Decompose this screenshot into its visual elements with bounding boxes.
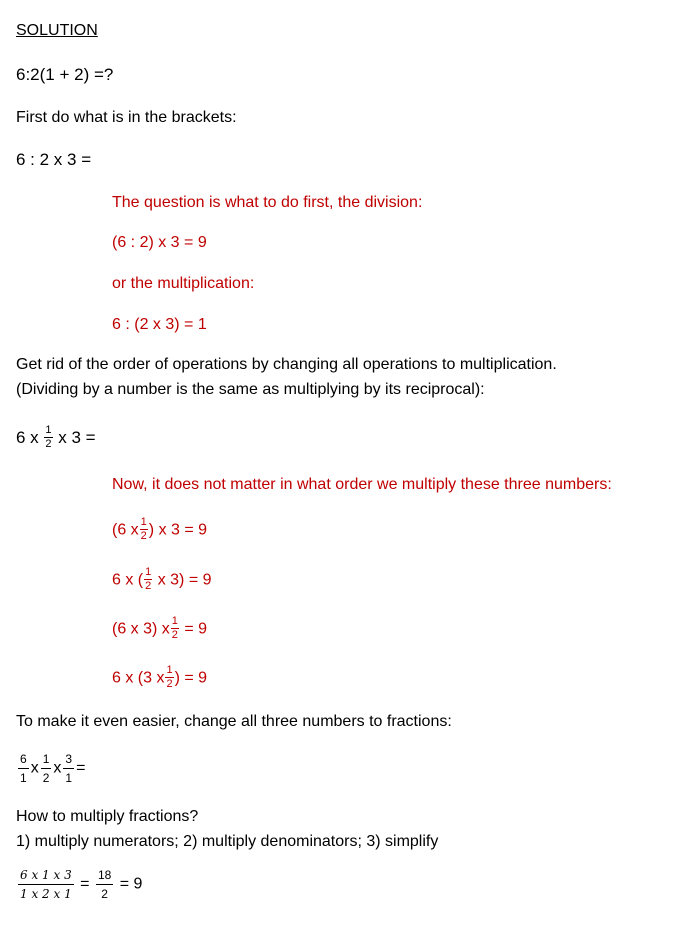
steps-text: 1) multiply numerators; 2) multiply denominators; 3) simplify <box>16 833 439 850</box>
multiplication-first-result: 6 : (2 x 3) = 1 <box>112 316 207 333</box>
question-text: The question is what to do first, the division: <box>112 194 423 211</box>
order-example-2: 6 x ( $\frac{1}{2}$ x 3) = 9 <box>112 566 212 592</box>
step-brackets-text: First do what is in the brackets: <box>16 109 237 126</box>
final-calculation: $\frac{6 x 1 x 3}{1 x 2 x 1}$ = $\frac{18}{2}$ = 9 <box>20 868 143 901</box>
order-example-1: (6 x $\frac{1}{2}$ ) x 3 = 9 <box>112 516 208 542</box>
easier-text: To make it even easier, change all three numbers to fractions: <box>16 713 452 730</box>
title: SOLUTION <box>16 22 98 39</box>
get-rid-text-line1: Get rid of the order of operations by changing all operations to multiplication. <box>16 356 557 373</box>
division-first-result: (6 : 2) x 3 = 9 <box>112 234 207 251</box>
how-question: How to multiply fractions? <box>16 808 199 825</box>
product-fraction: $\frac{6 x 1 x 3}{1 x 2 x 1}$ <box>20 868 72 901</box>
order-example-4: 6 x (3 x $\frac{1}{2}$ ) = 9 <box>112 664 208 690</box>
expression-after-brackets: 6 : 2 x 3 = <box>16 150 92 169</box>
order-example-3: (6 x 3) x $\frac{1}{2}$ = 9 <box>112 615 208 641</box>
reciprocal-expression: 6 x $\frac{1}{2}$ x 3 = <box>16 424 96 450</box>
fractions-expression: $\frac{6}{1}$ x $\frac{1}{2}$ x $\frac{3}{1}$ = <box>20 752 86 785</box>
order-independence-text: Now, it does not matter in what order we multiply these three numbers: <box>112 476 612 493</box>
get-rid-text-line2: (Dividing by a number is the same as multiplying by its reciprocal): <box>16 381 485 398</box>
half-fraction: $\frac{1}{2}$ <box>45 424 52 450</box>
result-fraction: $\frac{18}{2}$ <box>97 868 112 901</box>
or-multiplication-text: or the multiplication: <box>112 275 255 292</box>
problem-expression: 6:2(1 + 2) =? <box>16 65 114 84</box>
